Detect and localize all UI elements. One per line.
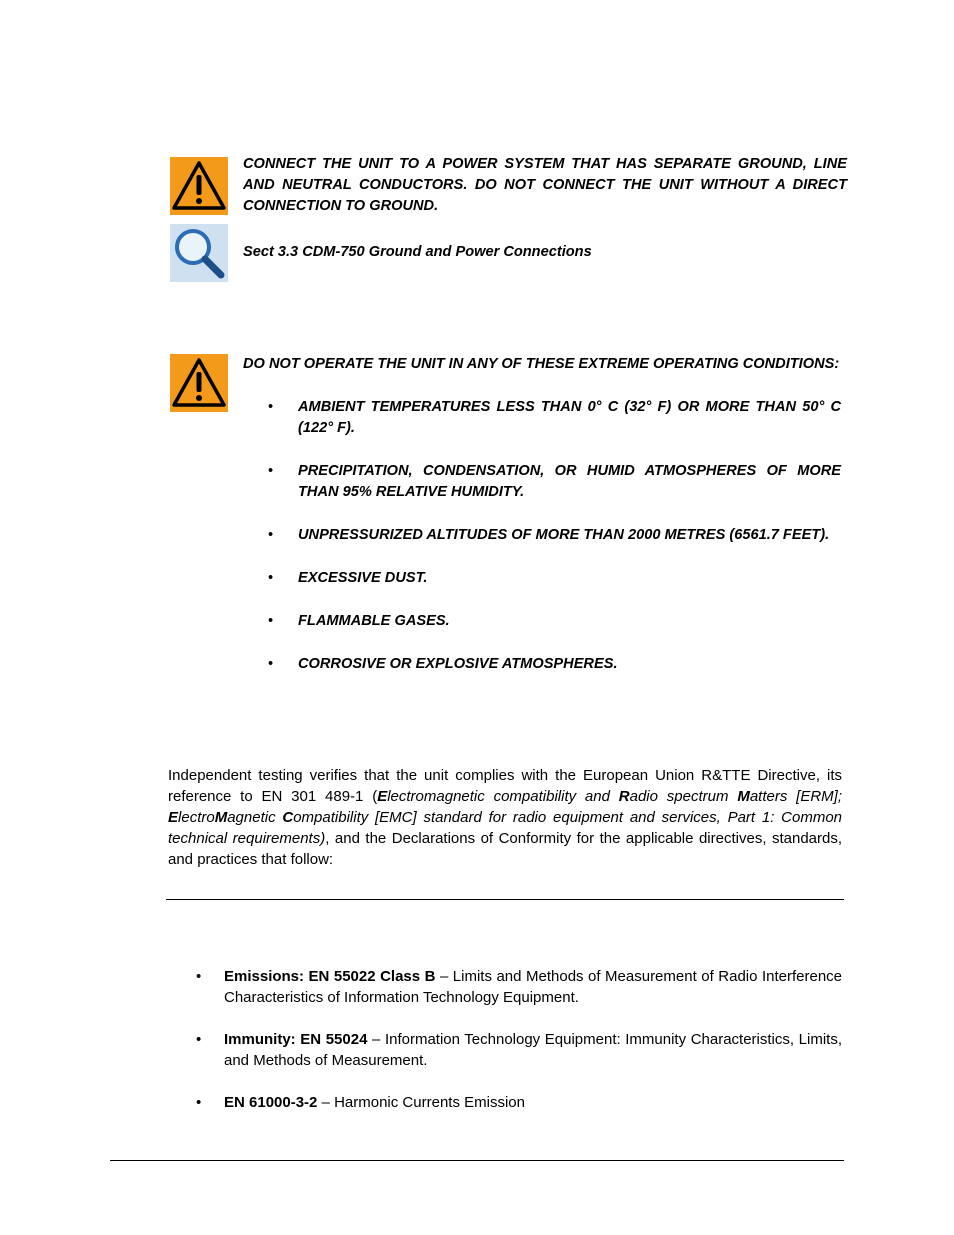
list-item: • CORROSIVE OR EXPLOSIVE ATMOSPHERES. <box>268 656 618 672</box>
ground-warning-text: CONNECT THE UNIT TO A POWER SYSTEM THAT HAS SEPARATE GROUND, LINE AND NEUTRAL CONDUCTORS. DO NOT CONNECT THE UNIT WITHOUT A DIRECT CONNECTION TO GROUND. <box>243 156 847 214</box>
standards-list <box>196 966 842 1134</box>
list-item: • AMBIENT TEMPERATURES LESS THAN 0° C (32° F) OR MORE THAN 50° C (122° F). <box>268 399 841 436</box>
footer-divider <box>110 1160 844 1161</box>
list-item: • EXCESSIVE DUST. <box>268 570 428 586</box>
list-item: • UNPRESSURIZED ALTITUDES OF MORE THAN 2000 METRES (6561.7 FEET). <box>268 527 830 543</box>
list-item: • FLAMMABLE GASES. <box>268 613 450 629</box>
magnifier-icon <box>170 224 228 282</box>
list-item: • Immunity: EN 55024 – Information Technology Equipment: Immunity Characteristics, Limits, and Methods of Measurement. <box>196 1031 842 1069</box>
conditions-list <box>268 397 841 697</box>
warning-icon <box>170 157 228 215</box>
reference-link[interactable]: Sect 3.3 CDM-750 Ground and Power Connections <box>243 244 592 260</box>
list-item: • Emissions: EN 55022 Class B – Limits and Methods of Measurement of Radio Interference Characteristics of Information Technology Equipment. <box>196 968 843 1006</box>
list-item: • EN 61000-3-2 – Harmonic Currents Emission <box>196 1094 525 1111</box>
conditions-heading: DO NOT OPERATE THE UNIT IN ANY OF THESE EXTREME OPERATING CONDITIONS: <box>243 356 840 372</box>
warning-icon <box>170 354 228 412</box>
compliance-paragraph: Independent testing verifies that the unit complies with the European Union R&TTE Directive, its reference to EN 301 489-1 (Electromagnetic compatibility and Radio spectrum Matters [ERM]; ElectroMagnetic Compatibility [EMC] standard for radio equipment and services, Part 1: Common technical requirements), and the Declarations of Conformity for the applicable directives, standards, and practices that follow: <box>168 767 843 868</box>
section-divider <box>166 899 844 900</box>
list-item: • PRECIPITATION, CONDENSATION, OR HUMID ATMOSPHERES OF MORE THAN 95% RELATIVE HUMIDITY. <box>268 463 841 500</box>
